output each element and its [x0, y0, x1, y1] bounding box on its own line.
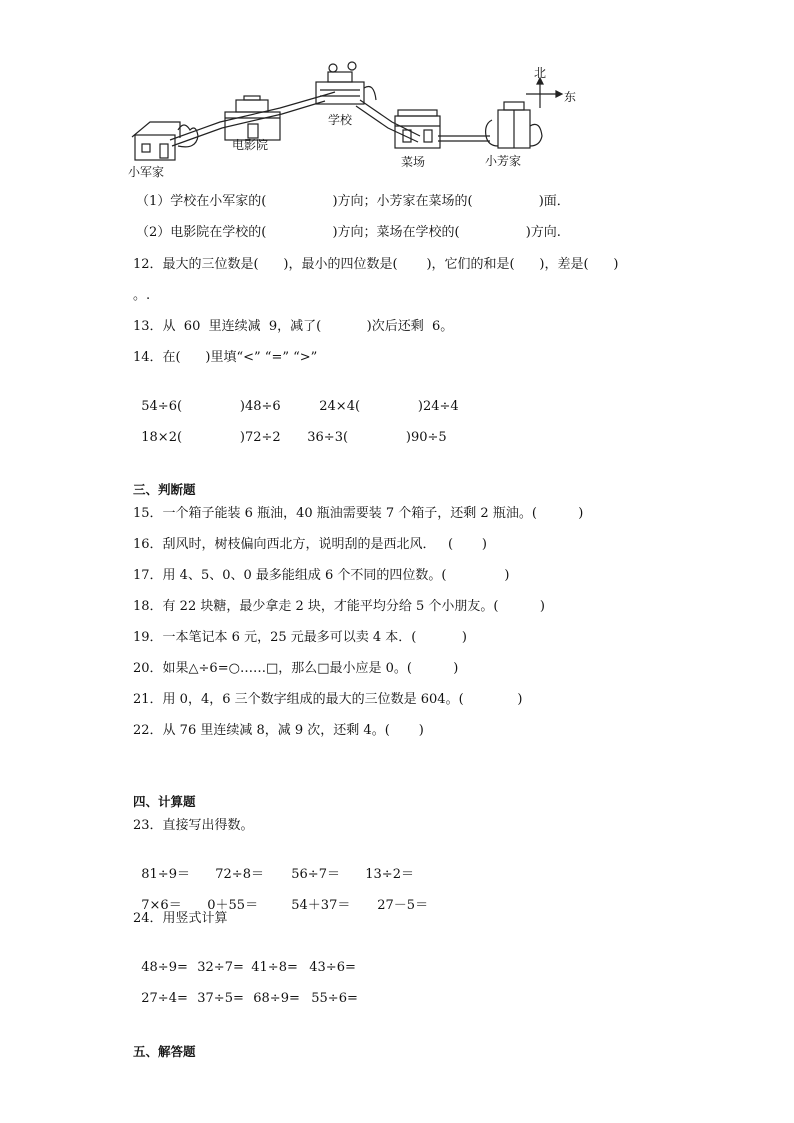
compare-item: 36÷3( )90÷5 [307, 430, 447, 445]
calc-item: 32÷7= [197, 960, 244, 975]
question-15: 15．一个箱子能装 6 瓶油，40 瓶油需要装 7 个箱子，还剩 2 瓶油。( ) [133, 506, 584, 521]
question-23-title: 23．直接写出得数。 [133, 818, 254, 833]
section-heading-word-problems: 五、解答题 [133, 1044, 196, 1059]
label-xiaofang-home: 小芳家 [485, 154, 522, 168]
question-16: 16．刮风时，树枝偏向西北方，说明刮的是西北风． ( ) [133, 537, 488, 552]
label-school: 学校 [328, 113, 353, 127]
question-12-continued: 。. [133, 288, 151, 303]
question-24-title: 24．用竖式计算 [133, 911, 228, 926]
compare-item: 18×2( )72÷2 [141, 430, 281, 445]
calc-item: 54＋37＝ [291, 898, 351, 913]
section-heading-calculation: 四、计算题 [133, 794, 196, 809]
calc-item: 7×6＝ [141, 898, 182, 913]
question-19: 19．一本笔记本 6 元，25 元最多可以卖 4 本．( ) [133, 630, 467, 645]
compare-item: 54÷6( )48÷6 [141, 399, 281, 414]
question-21: 21．用 0，4，6 三个数字组成的最大的三位数是 604。( ) [133, 692, 523, 707]
calc-item: 48÷9= [141, 960, 188, 975]
map-figure [120, 60, 600, 185]
question-12: 12．最大的三位数是( )，最小的四位数是( )，它们的和是( )，差是( ) [133, 257, 619, 272]
route-map-illustration [120, 60, 600, 185]
section-heading-judgement: 三、判断题 [133, 482, 196, 497]
question-20: 20．如果△÷6=○……□，那么□最小应是 0。( ) [133, 661, 459, 676]
north-label: 北 [534, 66, 547, 80]
calc-item: 56÷7＝ [291, 867, 340, 882]
east-label: 东 [564, 90, 577, 104]
calc-item: 55÷6= [311, 991, 358, 1006]
calc-item: 81÷9＝ [141, 867, 190, 882]
question-13: 13．从 60 里连续减 9，减了( )次后还剩 6。 [133, 319, 454, 334]
question-14-row-2 [133, 411, 447, 447]
question-24-row-2 [133, 972, 358, 1008]
question-18: 18．有 22 块糖，最少拿走 2 块，才能平均分给 5 个小朋友。( ) [133, 599, 545, 614]
label-xiaojun-home: 小军家 [128, 165, 165, 179]
question-11-part-2: （2）电影院在学校的( )方向；菜场在学校的( )方向. [136, 225, 561, 240]
label-market: 菜场 [401, 155, 426, 169]
calc-item: 0＋55＝ [207, 898, 259, 913]
question-14-title: 14．在( )里填“<” “=” “>” [133, 350, 318, 365]
label-cinema: 电影院 [232, 138, 269, 152]
question-17: 17．用 4、5、0、0 最多能组成 6 个不同的四位数。( ) [133, 568, 510, 583]
calc-item: 27－5＝ [377, 898, 429, 913]
calc-item: 68÷9= [253, 991, 300, 1006]
question-22: 22．从 76 里连续减 8，减 9 次，还剩 4。( ) [133, 723, 424, 738]
calc-item: 43÷6= [309, 960, 356, 975]
question-11-part-1: （1）学校在小军家的( )方向；小芳家在菜场的( )面． [136, 194, 570, 209]
calc-item: 13÷2＝ [365, 867, 414, 882]
calc-item: 72÷8＝ [215, 867, 264, 882]
calc-item: 41÷8= [251, 960, 298, 975]
calc-item: 27÷4= [141, 991, 188, 1006]
compare-item: 24×4( )24÷4 [319, 399, 459, 414]
calc-item: 37÷5= [197, 991, 244, 1006]
